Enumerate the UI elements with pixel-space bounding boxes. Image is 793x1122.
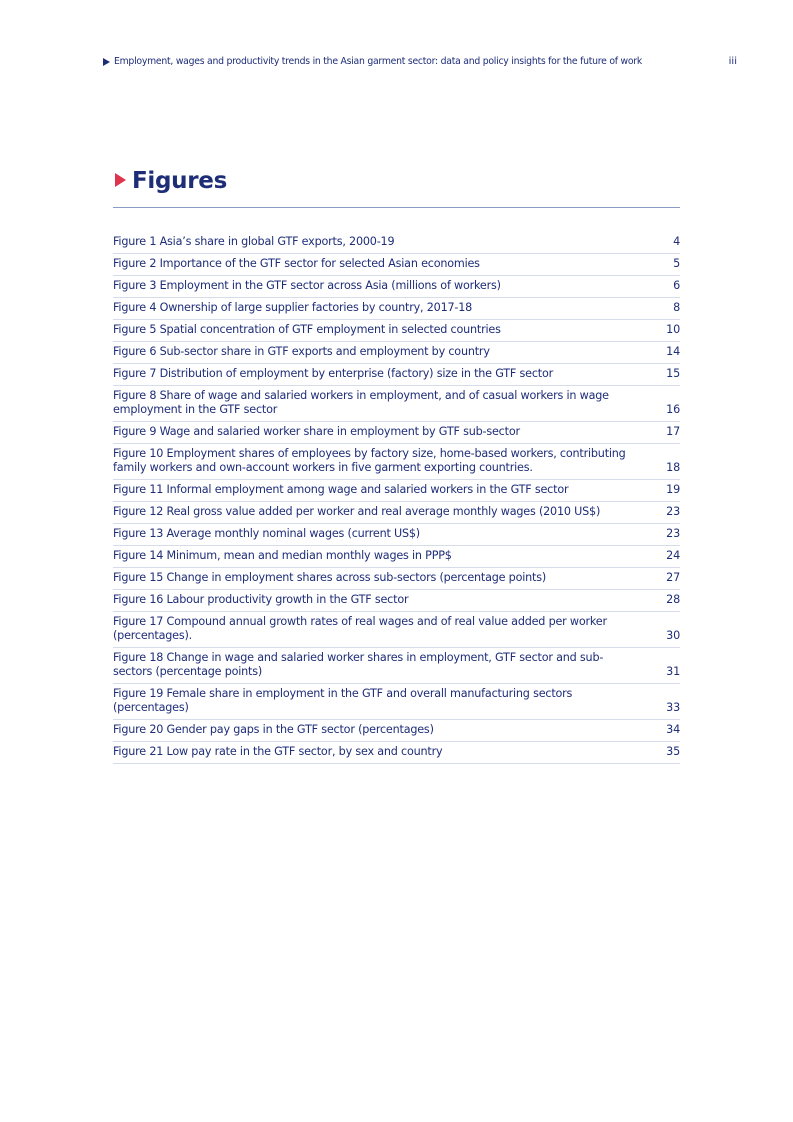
running-header <box>103 55 737 69</box>
running-header-title: Employment, wages and productivity trends in the Asian garment sector: data and policy insights for the future of work <box>114 56 643 67</box>
toc-entry-page[interactable]: 19 <box>666 483 680 496</box>
toc-entry[interactable] <box>113 298 680 320</box>
toc-entry-label[interactable]: Figure 2 Importance of the GTF sector for selected Asian economies <box>113 257 480 270</box>
toc-entry[interactable] <box>113 320 680 342</box>
toc-entry[interactable] <box>113 276 680 298</box>
toc-entry-label[interactable]: Figure 18 Change in wage and salaried worker shares in employment, GTF sector and sub-sectors (percentage points) <box>113 651 604 678</box>
toc-entry-label[interactable]: Figure 9 Wage and salaried worker share in employment by GTF sub-sector <box>113 425 520 438</box>
toc-entry[interactable] <box>113 502 680 524</box>
toc-entry[interactable] <box>113 444 680 480</box>
toc-entry-page[interactable]: 15 <box>666 367 680 380</box>
toc-entry-page[interactable]: 17 <box>666 425 680 438</box>
toc-entry-label[interactable]: Figure 11 Informal employment among wage and salaried workers in the GTF sector <box>113 483 569 496</box>
toc-entry-label[interactable]: Figure 20 Gender pay gaps in the GTF sector (percentages) <box>113 723 434 736</box>
toc-entry[interactable] <box>113 386 680 422</box>
toc-entry[interactable] <box>113 742 680 764</box>
toc-entry[interactable] <box>113 480 680 502</box>
toc-entry-page[interactable]: 35 <box>666 745 680 758</box>
toc-entry-page[interactable]: 16 <box>666 403 680 416</box>
heading-divider <box>113 207 680 208</box>
toc-entry-label[interactable]: Figure 5 Spatial concentration of GTF employment in selected countries <box>113 323 501 336</box>
toc-entry-label[interactable]: Figure 13 Average monthly nominal wages (current US$) <box>113 527 420 540</box>
toc-entry[interactable] <box>113 524 680 546</box>
toc-entry-page[interactable]: 10 <box>666 323 680 336</box>
toc-entry-label[interactable]: Figure 7 Distribution of employment by enterprise (factory) size in the GTF sector <box>113 367 554 380</box>
toc-entry-label[interactable]: Figure 16 Labour productivity growth in the GTF sector <box>113 593 409 606</box>
figures-list <box>113 232 680 764</box>
toc-entry-label[interactable]: Figure 12 Real gross value added per worker and real average monthly wages (2010 US$) <box>113 505 601 518</box>
toc-entry-page[interactable]: 18 <box>666 461 680 474</box>
section-title: Figures <box>132 168 227 194</box>
toc-entry-page[interactable]: 14 <box>666 345 680 358</box>
toc-entry[interactable] <box>113 364 680 386</box>
toc-entry-page[interactable]: 8 <box>673 301 680 314</box>
toc-entry-label[interactable]: Figure 17 Compound annual growth rates of real wages and of real value added per worker (percentages). <box>113 615 607 642</box>
toc-entry[interactable] <box>113 546 680 568</box>
toc-entry[interactable] <box>113 342 680 364</box>
toc-entry-page[interactable]: 4 <box>673 235 680 248</box>
toc-entry-label[interactable]: Figure 1 Asia’s share in global GTF exports, 2000-19 <box>113 235 395 248</box>
toc-entry-page[interactable]: 23 <box>666 505 680 518</box>
toc-entry-page[interactable]: 5 <box>673 257 680 270</box>
toc-entry-label[interactable]: Figure 8 Share of wage and salaried workers in employment, and of casual workers in wage employment in the GTF sector <box>113 389 609 416</box>
toc-entry-label[interactable]: Figure 21 Low pay rate in the GTF sector, by sex and country <box>113 745 443 758</box>
toc-entry-page[interactable]: 6 <box>673 279 680 292</box>
toc-entry[interactable] <box>113 648 680 684</box>
toc-entry-page[interactable]: 33 <box>666 701 680 714</box>
triangle-marker-icon <box>115 173 126 187</box>
toc-entry-page[interactable]: 27 <box>666 571 680 584</box>
toc-entry-label[interactable]: Figure 3 Employment in the GTF sector across Asia (millions of workers) <box>113 279 501 292</box>
toc-entry[interactable] <box>113 422 680 444</box>
toc-entry-page[interactable]: 34 <box>666 723 680 736</box>
toc-entry[interactable] <box>113 720 680 742</box>
toc-entry-page[interactable]: 30 <box>666 629 680 642</box>
toc-entry-label[interactable]: Figure 6 Sub-sector share in GTF exports and employment by country <box>113 345 490 358</box>
toc-entry-page[interactable]: 23 <box>666 527 680 540</box>
triangle-bullet-icon <box>103 58 110 66</box>
toc-entry[interactable] <box>113 684 680 720</box>
toc-entry-label[interactable]: Figure 10 Employment shares of employees by factory size, home-based workers, contributing family workers and own-account workers in five garment exporting countries. <box>113 447 626 474</box>
toc-entry-label[interactable]: Figure 4 Ownership of large supplier factories by country, 2017-18 <box>113 301 473 314</box>
toc-entry[interactable] <box>113 568 680 590</box>
toc-entry-label[interactable]: Figure 14 Minimum, mean and median monthly wages in PPP$ <box>113 549 452 562</box>
toc-entry[interactable] <box>113 590 680 612</box>
toc-entry[interactable] <box>113 612 680 648</box>
toc-entry[interactable] <box>113 232 680 254</box>
toc-entry-label[interactable]: Figure 19 Female share in employment in the GTF and overall manufacturing sectors (percentages) <box>113 687 573 714</box>
toc-entry-page[interactable]: 31 <box>666 665 680 678</box>
page-number: iii <box>728 56 737 67</box>
toc-entry-page[interactable]: 28 <box>666 593 680 606</box>
toc-entry-label[interactable]: Figure 15 Change in employment shares across sub-sectors (percentage points) <box>113 571 547 584</box>
toc-entry[interactable] <box>113 254 680 276</box>
toc-entry-page[interactable]: 24 <box>666 549 680 562</box>
